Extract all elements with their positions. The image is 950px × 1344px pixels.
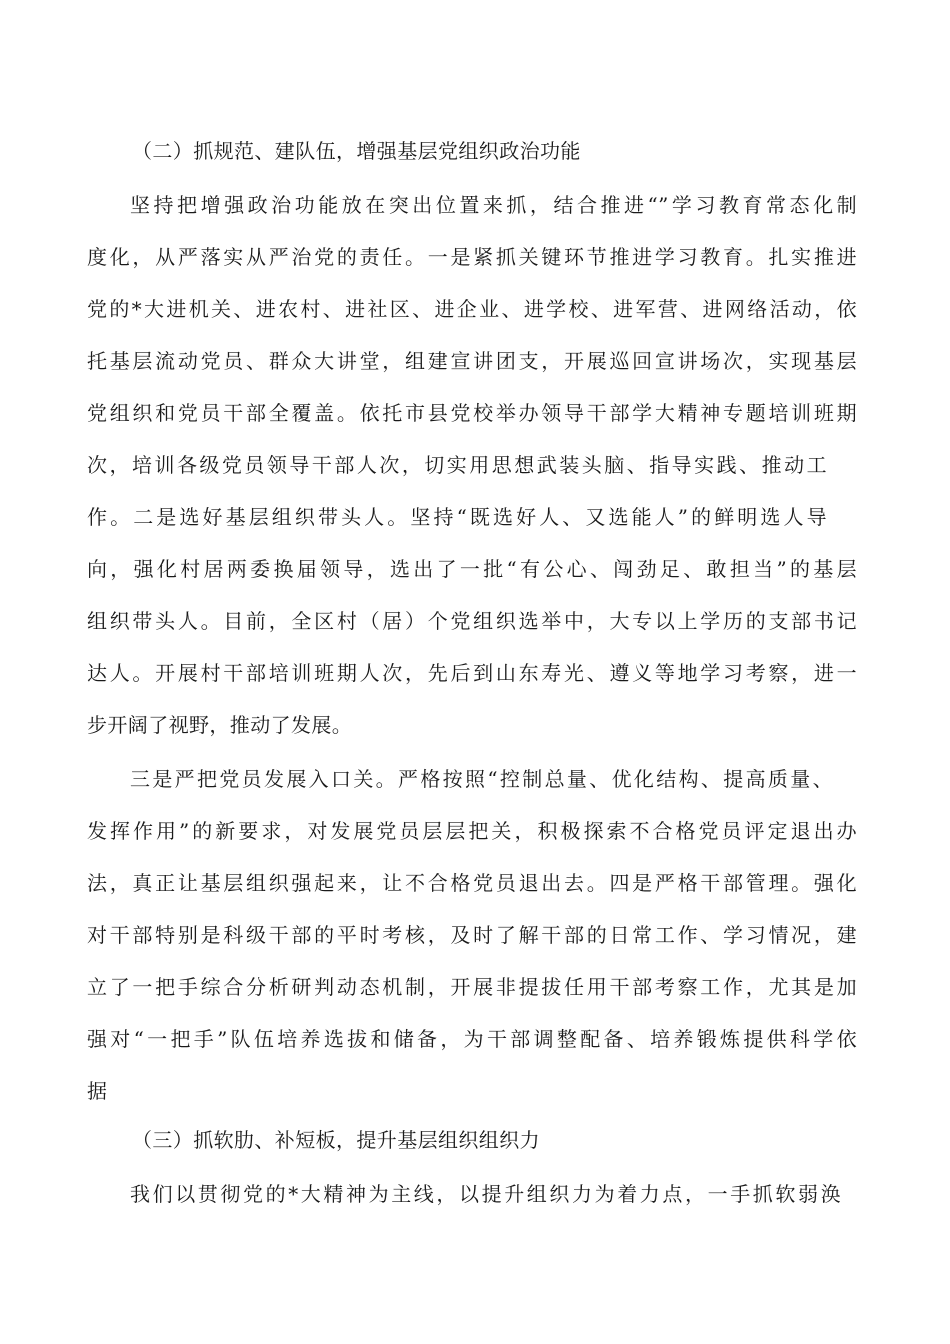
paragraph-line: 次，培训各级党员领导干部人次，切实用思想武装头脑、指导实践、推动工 (87, 453, 827, 477)
paragraph-line: 对干部特别是科级干部的平时考核，及时了解干部的日常工作、学习情况，建 (87, 923, 857, 947)
paragraph-line: 党的*大进机关、进农村、进社区、进企业、进学校、进军营、进网络活动，依 (87, 297, 857, 321)
paragraph-line: 托基层流动党员、群众大讲堂，组建宣讲团支，开展巡回宣讲场次，实现基层 (87, 349, 857, 373)
paragraph-line: 坚持把增强政治功能放在突出位置来抓，结合推进“”学习教育常态化制 (130, 193, 857, 217)
paragraph-line: 强对“一把手”队伍培养选拔和储备，为干部调整配备、培养锻炼提供科学依 (87, 1027, 857, 1051)
section-heading-3: （三）抓软肋、补短板，提升基层组织组织力 (132, 1128, 540, 1152)
paragraph-line: 立了一把手综合分析研判动态机制，开展非提拔任用干部考察工作，尤其是加 (87, 975, 857, 999)
paragraph-line: 三是严把党员发展入口关。严格按照“控制总量、优化结构、提高质量、 (130, 767, 833, 791)
paragraph-line: 据 (87, 1079, 108, 1103)
paragraph-line: 作。二是选好基层组织带头人。坚持“既选好人、又选能人”的鲜明选人导 (87, 505, 827, 529)
paragraph-line: 步开阔了视野，推动了发展。 (87, 713, 353, 737)
paragraph-line: 我们以贯彻党的*大精神为主线，以提升组织力为着力点，一手抓软弱涣 (130, 1182, 841, 1206)
section-heading-2: （二）抓规范、建队伍，增强基层党组织政治功能 (132, 139, 581, 163)
paragraph-line: 法，真正让基层组织强起来，让不合格党员退出去。四是严格干部管理。强化 (87, 871, 857, 895)
paragraph-line: 度化，从严落实从严治党的责任。一是紧抓关键环节推进学习教育。扎实推进 (87, 245, 857, 269)
paragraph-line: 达人。开展村干部培训班期人次，先后到山东寿光、遵义等地学习考察，进一 (87, 661, 857, 685)
paragraph-line: 发挥作用”的新要求，对发展党员层层把关，积极探索不合格党员评定退出办 (87, 819, 857, 843)
paragraph-line: 组织带头人。目前，全区村（居）个党组织选举中，大专以上学历的支部书记 (87, 609, 857, 633)
paragraph-line: 向，强化村居两委换届领导，选出了一批“有公心、闯劲足、敢担当”的基层 (87, 557, 857, 581)
paragraph-line: 党组织和党员干部全覆盖。依托市县党校举办领导干部学大精神专题培训班期 (87, 401, 857, 425)
